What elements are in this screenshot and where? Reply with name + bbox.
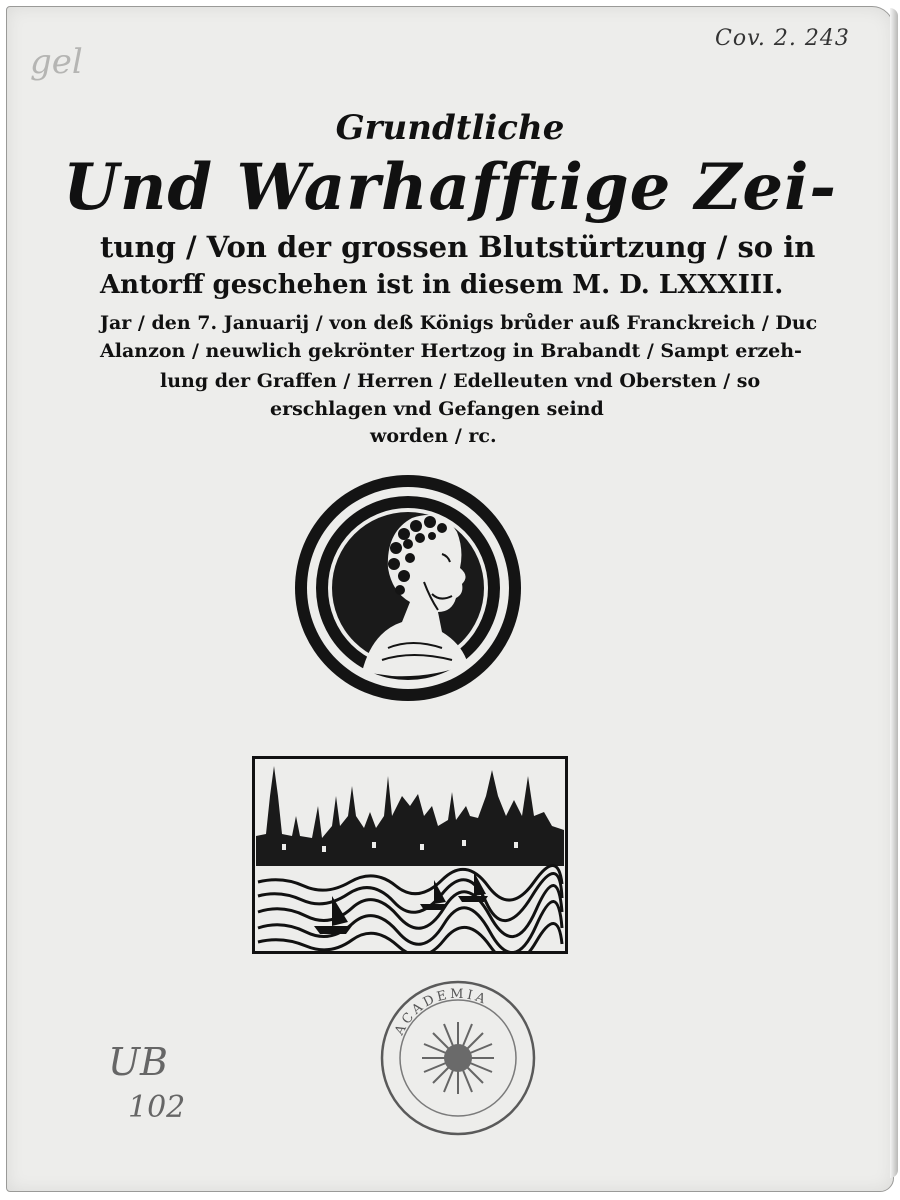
title-line-9: worden / rc. — [370, 425, 497, 447]
title-line-3: tung / Von der grossen Blutstürtzung / so in — [100, 230, 816, 264]
city-view-woodcut-image — [252, 756, 568, 954]
title-line-4: Antorff geschehen ist in diesem M. D. LXXXIII. — [100, 270, 784, 300]
library-mark-line-1: UB — [108, 1040, 168, 1084]
library-mark-line-2: 102 — [128, 1090, 186, 1125]
library-stamp-seal — [378, 978, 538, 1138]
title-line-8: erschlagen vnd Gefangen seind — [270, 398, 604, 420]
pencil-mark: gel — [30, 42, 83, 82]
title-line-6: Alanzon / neuwlich gekrönter Hertzog in Brabandt / Sampt erzeh- — [100, 340, 802, 362]
svg-text:ACADEMIA — [392, 987, 490, 1039]
title-line-2: Und Warhafftige Zei- — [63, 150, 837, 225]
title-line-5: Jar / den 7. Januarij / von deß Königs brůder auß Franckreich / Duc — [100, 312, 818, 334]
stamp-text: ACADEMIA — [392, 986, 491, 1038]
shelfmark-annotation: Cov. 2. 243 — [715, 26, 850, 51]
title-line-7: lung der Graffen / Herren / Edelleuten vnd Obersten / so — [160, 370, 761, 392]
title-line-1: Grundtliche — [335, 108, 565, 148]
portrait-medallion-image — [292, 472, 524, 704]
